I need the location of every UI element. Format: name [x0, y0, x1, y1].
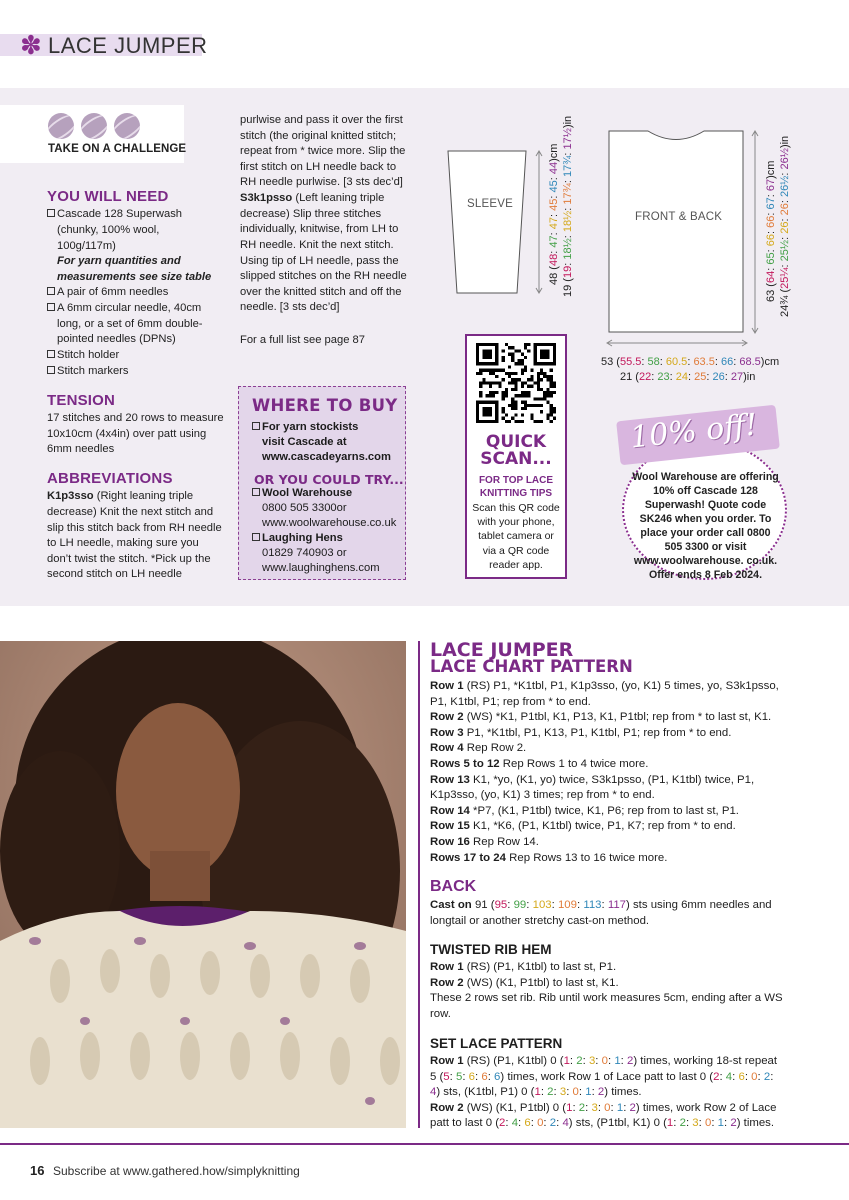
size-value: 2 [730, 1117, 737, 1130]
size-value: 1 [614, 1055, 621, 1067]
size-value: 66 [765, 215, 777, 228]
size-value: 48 ( [548, 266, 560, 285]
size-value: 18½ [562, 210, 574, 233]
size-value: 1 [717, 1117, 725, 1130]
size-value: 25½ [779, 239, 791, 262]
size-value: : [623, 1101, 630, 1114]
hem-note: These 2 rows set rib. Rib until work measures 5cm, ending after a WS row. [430, 992, 783, 1020]
size-value: (WS) (K1, P1tbl) 0 ( [463, 1101, 567, 1114]
size-value: : [548, 210, 560, 218]
chart-row: Row 14 *P7, (K1, P1tbl) twice, K1, P6; rep from to last st, P1. [430, 804, 739, 817]
size-value: 68.5 [739, 356, 761, 368]
chart-row: Row 15 K1, *K6, (P1, K1tbl) twice, P1, K7; rep from * to end. [430, 820, 736, 833]
chart-row: Row 2 (WS) *K1, P1tbl, K1, P13, K1, P1tbl; rep from * to last st, K1. [430, 711, 772, 724]
body-length-arrow [750, 130, 760, 334]
size-value: : [620, 1055, 627, 1067]
size-value: 19 ( [562, 278, 574, 297]
size-value: : [685, 1117, 693, 1130]
abbrev-cont: repeat from * twice more. Slip the [240, 145, 406, 157]
size-value: : [595, 1055, 602, 1067]
size-value: 0 [604, 1101, 611, 1114]
shop-phone: 01829 740903 or [262, 547, 347, 559]
checkbox-icon [252, 422, 260, 430]
alternative-heading: OR YOU COULD TRY... [254, 472, 404, 487]
size-value: : [553, 1086, 560, 1099]
sleeve-length-arrow [534, 150, 544, 294]
size-value: 1 [585, 1086, 592, 1099]
stockist-link[interactable]: www.cascadeyarns.com [262, 451, 391, 463]
size-value: 48 [548, 253, 560, 267]
size-value: 45 [548, 180, 560, 193]
size-value: : [607, 1055, 615, 1067]
size-value: 45 [548, 198, 560, 211]
flower-icon: ✽ [20, 30, 42, 60]
tension-text: 10x10cm (4x4in) over patt using [47, 428, 207, 440]
abbreviations-heading: ABBREVIATIONS [47, 470, 173, 487]
size-value: 6 [738, 1070, 745, 1083]
size-value: 1 [566, 1101, 573, 1114]
checkbox-icon [47, 287, 55, 295]
offer-text: Wool Warehouse are offering 10% off Cascade 128 Superwash! Quote code SK246 when you order. To place your order call 0800 505 3300 or visit www.woolwarehouse. co.uk. Offer ends 8 Feb 2024. [632, 471, 779, 581]
pattern-title: LACE JUMPER [430, 639, 574, 661]
size-value: 3 [588, 1055, 596, 1067]
front-back-label: FRONT & BACK [635, 211, 723, 223]
tension-text: 6mm needles [47, 443, 115, 455]
size-value: 103 [532, 899, 552, 911]
size-value: )cm [760, 356, 780, 368]
need-item: Stitch holder [47, 348, 119, 364]
size-value: : [487, 1070, 495, 1083]
size-value: ) times, working 18-st repeat 5 ( [430, 1055, 778, 1083]
size-value: 2 [629, 1101, 636, 1114]
size-value: : [475, 1070, 482, 1083]
size-value: 1 [563, 1055, 570, 1067]
abbrev-text: don’t twist the stitch. *Pick up the [47, 553, 211, 565]
abbrev-cont: individually, knitwise, from LH to [240, 223, 399, 235]
width-arrow [606, 338, 748, 348]
challenge-label: TAKE ON A CHALLENGE [48, 143, 187, 155]
yarn-ball-icon [114, 113, 140, 139]
size-value: 27 [730, 371, 744, 383]
size-value: 63 ( [765, 283, 777, 302]
size-value: 26 [779, 203, 791, 216]
set-row-1-text [430, 1055, 777, 1098]
size-value: : [687, 356, 694, 368]
size-value: : [706, 371, 713, 383]
size-value: : [576, 899, 584, 911]
abbrev-cont: over the knitted stitch and off the [240, 286, 402, 298]
cast-on-text: Cast on 91 (95: 99: 103: 109: 113: 117) sts using 6mm needles and longtail or another stretchy cast-on method. [430, 899, 772, 927]
size-value: : [765, 191, 777, 198]
need-note: For yarn quantities and [57, 255, 181, 267]
size-value: : [562, 149, 574, 156]
abbrev-cont: slipped stitches on the RH needle [240, 270, 407, 282]
size-value: 91 ( [471, 899, 495, 911]
body-length-cm [765, 161, 778, 302]
size-value: 2 [679, 1117, 686, 1130]
abbrev-text: decrease) Knit the next stitch and [47, 506, 214, 518]
size-value: )in [562, 115, 574, 129]
need-item-cont: (chunky, 100% wool, [57, 224, 160, 236]
subscribe-link[interactable]: Subscribe at www.gathered.how/simplyknitting [53, 1164, 300, 1178]
need-item: Stitch markers [47, 364, 129, 380]
width-cm [601, 356, 779, 369]
chart-row: Row 1 (RS) P1, *K1tbl, P1, K1p3sso, (yo, K1) 5 times, yo, S3k1psso, P1, K1tbl, P1; rep from * to end. [430, 680, 779, 708]
size-value: 44 [548, 161, 560, 175]
size-value: : [673, 1117, 680, 1130]
size-value: : [779, 233, 791, 240]
size-value: 6 [468, 1070, 476, 1083]
size-value: ) times, work Row 1 of Lace patt to last 0 ( [500, 1070, 714, 1083]
sleeve-length-in [562, 116, 575, 297]
qr-code[interactable] [476, 343, 556, 423]
size-value: 24¾ ( [779, 288, 791, 317]
shop-link[interactable]: www.woolwarehouse.co.uk [262, 517, 397, 529]
size-value: 66 [720, 356, 734, 368]
full-list-note: For a full list see page 87 [240, 334, 365, 346]
chart-row: Rows 17 to 24 Rep Rows 13 to 16 twice more. [430, 851, 668, 864]
abbrev-cont: RH needle purlwise. [3 sts dec’d] [240, 176, 403, 188]
size-value: 64 [765, 270, 777, 284]
width-in [620, 371, 755, 384]
need-note: measurements see size table [57, 271, 212, 283]
hem-rows [430, 960, 786, 1022]
set-lace-rows [430, 1054, 786, 1132]
size-value: 2 [578, 1101, 586, 1114]
size-value: 3 [591, 1101, 598, 1114]
size-value: 2 [549, 1117, 557, 1130]
size-value: 19 [562, 265, 574, 279]
size-value: : [779, 197, 791, 204]
size-value: 63.5 [693, 356, 715, 368]
cast-on-sizes [430, 899, 772, 927]
stockist-text: visit Cascade at [262, 436, 347, 448]
size-value: ) sts using 6mm needles and longtail or another stretchy cast-on method. [430, 899, 772, 927]
size-value: 65 [765, 252, 777, 265]
size-value: 6 [524, 1117, 531, 1130]
size-value: 4 [511, 1117, 519, 1130]
size-value: 3 [559, 1086, 567, 1099]
abbrev-cont: first stitch on LH needle back to [240, 161, 397, 173]
abbrev-text: K1p3sso (Right leaning triple [47, 490, 194, 502]
checkbox-icon [47, 366, 55, 374]
need-item-cont: pointed needles (DPNs) [57, 333, 176, 345]
size-value: ) sts, (K1tbl, P1) 0 ( [436, 1086, 535, 1099]
body-length-in [779, 136, 792, 317]
size-value: 25¼ [779, 267, 791, 289]
size-value: 0 [704, 1117, 712, 1130]
size-value: 1 [534, 1086, 541, 1099]
size-value: : [548, 174, 560, 181]
chart-row: Rows 5 to 12 Rep Rows 1 to 4 twice more. [430, 757, 649, 770]
size-value: : [505, 1117, 512, 1130]
size-value: 22 [638, 371, 652, 383]
size-value: : [601, 899, 608, 911]
set-row-2-text [430, 1102, 776, 1130]
size-value: 95 [494, 899, 508, 911]
shop-link[interactable]: www.laughinghens.com [262, 562, 380, 574]
size-value: 17½ [562, 128, 574, 150]
size-value: 47 [548, 217, 560, 230]
size-value: : [562, 232, 574, 239]
offer-title: 10% off! [628, 407, 760, 456]
size-value: : [687, 371, 695, 383]
footer-rule [0, 1143, 849, 1145]
size-value: 1 [666, 1117, 674, 1130]
pattern-subtitle: LACE CHART PATTERN [430, 657, 633, 676]
size-value: : [462, 1070, 469, 1083]
size-value: : [659, 356, 666, 368]
set-lace-row: Row 1 (RS) (P1, K1tbl) 0 (1: 2: 3: 0: 1: 2) times, working 18-st repeat 5 (5: 5: 6: 6: 6) times, work Row 1 of Lace patt to last 0 (2: 4: 6: 0: 2: 4) sts, (K1tbl, P1) 0 (1: 2: 3: 0: 1: 2) times. [430, 1055, 778, 1099]
size-value: ) sts, (P1tbl, K1) 0 ( [568, 1117, 667, 1130]
size-value: 26½ [779, 175, 791, 198]
shop-name: Laughing Hens [252, 531, 402, 546]
size-value: : [765, 264, 777, 271]
size-value: : [585, 1101, 592, 1114]
checkbox-icon [47, 303, 55, 311]
size-value: 2 [547, 1086, 554, 1099]
sleeve-length-cm [548, 144, 561, 285]
size-value: : [641, 356, 648, 368]
size-value: 99 [513, 899, 527, 911]
size-value: : [507, 899, 514, 911]
hem-row: Row 2 (WS) (K1, P1tbl) to last st, K1. [430, 976, 619, 989]
size-value: 5 [455, 1070, 463, 1083]
back-heading: BACK [430, 878, 477, 895]
checkbox-icon [252, 533, 260, 541]
size-value: 109 [557, 899, 577, 911]
size-value: : [779, 261, 791, 268]
abbrev-text: second stitch on LH needle [47, 568, 182, 580]
shop-phone: 0800 505 3300or [262, 502, 347, 514]
size-value: : [562, 259, 574, 266]
need-item: A pair of 6mm needles [47, 285, 168, 301]
sleeve-label: SLEEVE [467, 198, 513, 210]
size-value: 0 [537, 1117, 544, 1130]
size-value: 26½ [779, 148, 791, 170]
column-divider [418, 641, 420, 1128]
checkbox-icon [47, 209, 55, 217]
abbrev-cont: RH needle. Knit the next stitch. [240, 239, 394, 251]
need-item-cont: long, or a set of 6mm double- [57, 318, 203, 330]
size-value: : [518, 1117, 525, 1130]
size-value: ) times. [604, 1086, 642, 1099]
size-value: : [582, 1055, 589, 1067]
chart-row: Row 3 P1, *K1tbl, P1, K13, P1, K1tbl, P1; rep from * to end. [430, 726, 732, 739]
twisted-rib-heading: TWISTED RIB HEM [430, 942, 552, 957]
size-value: : [578, 1086, 586, 1099]
size-value: )cm [765, 160, 777, 179]
checkbox-icon [47, 350, 55, 358]
abbrev-cont: Using tip of LH needle, pass the [240, 255, 399, 267]
size-value: : [651, 371, 658, 383]
set-lace-row: Row 2 (WS) (K1, P1tbl) 0 (1: 2: 3: 0: 1: 2) times, work Row 2 of Lace patt to last 0 (2: 4: 6: 0: 2: 4) sts, (P1tbl, K1) 0 (1: 2: 3: 0: 1: 2) times. [430, 1101, 777, 1130]
abbrev-text: to LH needle, making sure you [47, 537, 199, 549]
size-value: 2 [627, 1055, 634, 1067]
size-value: 6 [481, 1070, 488, 1083]
size-value: ) times. [736, 1117, 775, 1130]
size-value: : [669, 371, 676, 383]
yarn-ball-icon [48, 113, 74, 139]
size-value: 23 [657, 371, 670, 383]
model-photo [0, 641, 406, 1128]
need-item: Cascade 128 Superwash [47, 207, 182, 223]
size-value: ) times, work Row 2 of Lace patt to last 0 ( [430, 1101, 777, 1130]
stockist-text: For yarn stockists [252, 420, 402, 435]
size-value: 25 [694, 371, 707, 383]
size-value: 55.5 [619, 356, 642, 368]
size-value: : [569, 1055, 577, 1067]
size-value: : [526, 899, 533, 911]
size-value: 4 [562, 1117, 569, 1130]
size-value: 6 [494, 1070, 501, 1083]
size-value: : [765, 209, 777, 216]
size-value: : [556, 1117, 563, 1130]
shop-name: Wool Warehouse [252, 486, 402, 501]
size-value: 26 [779, 221, 791, 234]
where-to-buy-title: WHERE TO BUY [252, 396, 398, 415]
size-value: 47 [548, 235, 560, 248]
you-will-need-heading: YOU WILL NEED [47, 188, 169, 205]
need-item: A 6mm circular needle, 40cm [47, 301, 201, 317]
size-value: : [449, 1070, 456, 1083]
size-value: 53 ( [601, 356, 620, 368]
size-value: : [732, 1070, 739, 1083]
size-value: 66 [765, 234, 777, 247]
size-value: : [757, 1070, 764, 1083]
size-value: : [572, 1101, 579, 1114]
size-value: : [591, 1086, 598, 1099]
size-value: 3 [692, 1117, 699, 1130]
size-value: 4 [725, 1070, 733, 1083]
chart-row: Row 13 K1, *yo, (K1, yo) twice, S3k1psso, (P1, K1tbl) twice, P1, K1p3sso, (yo, K1) 3 times; rep from * to end. [430, 773, 755, 802]
chart-rows [430, 679, 786, 866]
size-value: 1 [616, 1101, 624, 1114]
abbrev-text: slip this stitch back from RH needle [47, 522, 222, 534]
size-value: 2 [576, 1055, 583, 1067]
size-value: 18½ [562, 238, 574, 260]
size-value: : [765, 227, 777, 235]
size-value: 2 [713, 1070, 720, 1083]
size-value: (RS) (P1, K1tbl) 0 ( [463, 1055, 564, 1067]
size-value: : [724, 371, 731, 383]
size-value: )in [779, 135, 791, 149]
size-value: : [530, 1117, 538, 1130]
size-value: : [744, 1070, 752, 1083]
size-value: 2 [763, 1070, 771, 1083]
size-value: 2 [597, 1086, 605, 1099]
size-value: 67 [765, 178, 777, 192]
quick-scan-title: QUICK SCAN... [480, 432, 552, 469]
size-value: : [562, 177, 574, 184]
size-value: : [543, 1117, 550, 1130]
size-value: : [711, 1117, 718, 1130]
size-value: : [770, 1070, 774, 1083]
size-value: : [610, 1101, 617, 1114]
abbrev-cont: decrease) Slip three stitches [240, 208, 382, 220]
size-value: 0 [751, 1070, 758, 1083]
size-value: 26 [712, 371, 725, 383]
hem-row: Row 1 (RS) (P1, K1tbl) to last st, P1. [430, 961, 617, 973]
size-value: 0 [572, 1086, 579, 1099]
front-back-schematic [606, 128, 746, 334]
size-value: : [765, 246, 777, 253]
size-value: : [698, 1117, 705, 1130]
size-value: 58 [647, 356, 660, 368]
size-value: : [779, 169, 791, 176]
tension-heading: TENSION [47, 392, 116, 409]
size-value: : [551, 899, 558, 911]
abbrev-cont: S3k1psso (Left leaning triple [240, 192, 385, 204]
size-value: : [733, 356, 740, 368]
tension-text: 17 stitches and 20 rows to measure [47, 412, 224, 424]
size-value: )cm [548, 143, 560, 162]
size-value: 24 [675, 371, 688, 383]
size-value: 17¾ [562, 155, 574, 178]
size-value: : [566, 1086, 573, 1099]
size-value: : [548, 247, 560, 254]
size-value: 113 [583, 899, 602, 911]
size-value: 17¾ [562, 183, 574, 205]
size-value: : [540, 1086, 548, 1099]
page-number: 16 [30, 1163, 45, 1178]
size-value: : [724, 1117, 731, 1130]
size-value: )in [743, 371, 756, 383]
quick-scan-subtitle: FOR TOP LACE KNITTING TIPS [478, 475, 554, 499]
quick-scan-text: Scan this QR code with your phone, tablet camera or via a QR code reader app. [472, 502, 560, 571]
size-value: 67 [765, 197, 777, 210]
need-item-cont: 100g/117m) [57, 240, 116, 252]
size-value: 4 [430, 1086, 437, 1099]
yarn-ball-icon [81, 113, 107, 139]
size-value: : [548, 192, 560, 199]
size-value: : [779, 215, 791, 222]
size-value: 117 [607, 899, 627, 911]
size-value: 5 [443, 1070, 450, 1083]
abbrev-cont: purlwise and pass it over the first [240, 114, 403, 126]
size-value: : [714, 356, 721, 368]
size-value: 60.5 [665, 356, 688, 368]
set-lace-heading: SET LACE PATTERN [430, 1036, 563, 1051]
checkbox-icon [252, 488, 260, 496]
size-value: 21 ( [620, 371, 639, 383]
size-value: : [597, 1101, 605, 1114]
sleeve-schematic [447, 150, 527, 294]
size-value: 0 [601, 1055, 608, 1067]
page-title: LACE JUMPER [48, 33, 208, 58]
abbrev-cont: stitch (the original knitted stitch; [240, 130, 397, 142]
chart-row: Row 4 Rep Row 2. [430, 742, 527, 755]
chart-row: Row 16 Rep Row 14. [430, 835, 539, 848]
abbrev-cont: needle. [3 sts dec’d] [240, 301, 340, 313]
size-value: : [562, 204, 574, 211]
size-value: : [719, 1070, 726, 1083]
size-value: 2 [499, 1117, 506, 1130]
size-value: : [548, 229, 560, 236]
